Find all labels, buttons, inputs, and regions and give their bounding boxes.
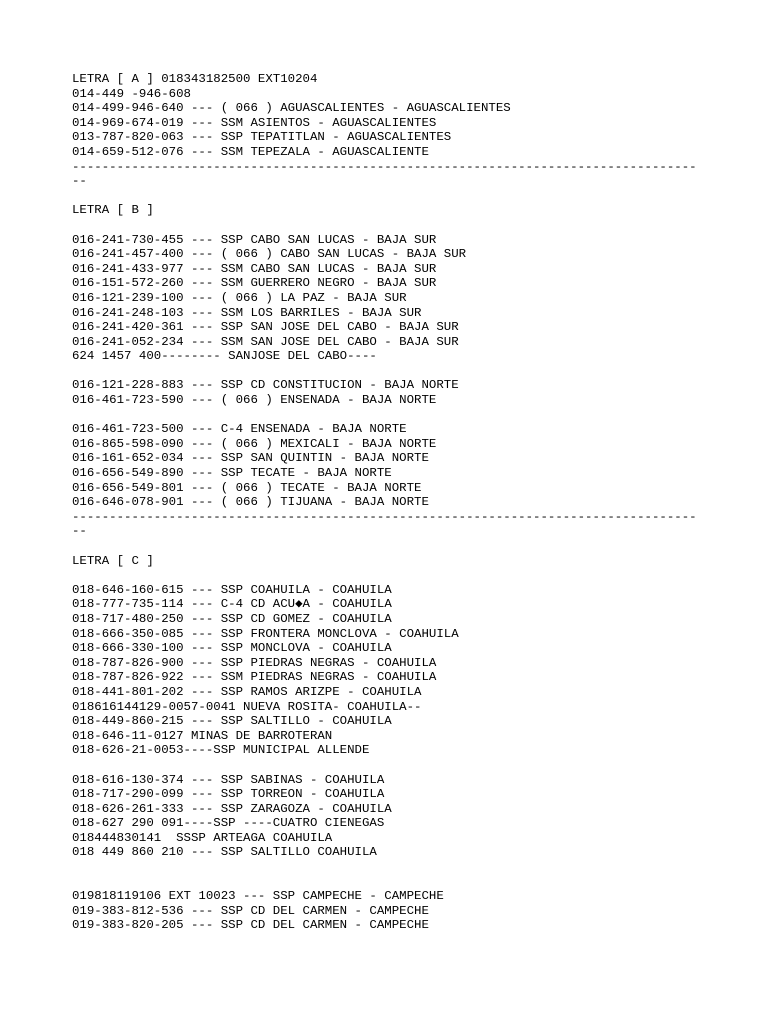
document-line: 018-616-130-374 --- SSP SABINAS - COAHUILA xyxy=(72,772,385,787)
document-line: 016-151-572-260 --- SSM GUERRERO NEGRO - BAJA SUR xyxy=(72,276,437,291)
document-line: 018-787-826-900 --- SSP PIEDRAS NEGRAS - COAHUILA xyxy=(72,655,437,670)
document-line: 018444830141 SSSP ARTEAGA COAHUILA xyxy=(72,830,333,845)
document-line: ------------------------------------------------------------------------------------ xyxy=(72,509,697,524)
document-line: 013-787-820-063 --- SSP TEPATITLAN - AGUASCALIENTES xyxy=(72,130,452,145)
document-line: 016-461-723-590 --- ( 066 ) ENSENADA - BAJA NORTE xyxy=(72,393,437,408)
document-line: 018-646-11-0127 MINAS DE BARROTERAN xyxy=(72,728,333,743)
document-line: 014-659-512-076 --- SSM TEPEZALA - AGUASCALIENTE xyxy=(72,144,429,159)
document-line: 018-717-290-099 --- SSP TORREON - COAHUILA xyxy=(72,787,385,802)
document-line: 018-627 290 091----SSP ----CUATRO CIENEGAS xyxy=(72,816,385,831)
document-line: 016-461-723-500 --- C-4 ENSENADA - BAJA NORTE xyxy=(72,422,407,437)
document-line: 018-717-480-250 --- SSP CD GOMEZ - COAHUILA xyxy=(72,611,392,626)
document-line: 019-383-820-205 --- SSP CD DEL CARMEN - CAMPECHE xyxy=(72,918,429,933)
document-line xyxy=(72,408,712,423)
document-line: -- xyxy=(72,174,87,189)
document-line: 016-646-078-901 --- ( 066 ) TIJUANA - BAJA NORTE xyxy=(72,495,429,510)
document-line: -- xyxy=(72,524,87,539)
document-line: 018-646-160-615 --- SSP COAHUILA - COAHUILA xyxy=(72,582,392,597)
document-line xyxy=(72,189,712,204)
document-line: 016-161-652-034 --- SSP SAN QUINTIN - BAJA NORTE xyxy=(72,451,429,466)
document-line: 018-666-350-085 --- SSP FRONTERA MONCLOVA - COAHUILA xyxy=(72,626,459,641)
document-line: 014-499-946-640 --- ( 066 ) AGUASCALIENTES - AGUASCALIENTES xyxy=(72,101,511,116)
document-line: LETRA [ B ] xyxy=(72,203,154,218)
document-line: LETRA [ C ] xyxy=(72,553,154,568)
document-line: 019-383-812-536 --- SSP CD DEL CARMEN - CAMPECHE xyxy=(72,903,429,918)
document-line: 016-656-549-801 --- ( 066 ) TECATE - BAJA NORTE xyxy=(72,480,422,495)
document-line xyxy=(72,860,712,875)
document-line xyxy=(72,568,712,583)
document-line: 016-241-248-103 --- SSM LOS BARRILES - BAJA SUR xyxy=(72,305,422,320)
document-line xyxy=(72,539,712,554)
document-line xyxy=(72,875,712,890)
document-line: LETRA [ A ] 018343182500 EXT10204 xyxy=(72,72,318,86)
document-line: 016-241-457-400 --- ( 066 ) CABO SAN LUCAS - BAJA SUR xyxy=(72,247,467,262)
document-line: 018 449 860 210 --- SSP SALTILLO COAHUILA xyxy=(72,845,377,860)
document-line: 016-656-549-890 --- SSP TECATE - BAJA NORTE xyxy=(72,466,392,481)
document-line: 018-441-801-202 --- SSP RAMOS ARIZPE - COAHUILA xyxy=(72,684,422,699)
document-line: 018616144129-0057-0041 NUEVA ROSITA- COAHUILA-- xyxy=(72,699,422,714)
document-line: 018-666-330-100 --- SSP MONCLOVA - COAHUILA xyxy=(72,641,392,656)
document-line xyxy=(72,364,712,379)
document-line: 018-626-261-333 --- SSP ZARAGOZA - COAHUILA xyxy=(72,801,392,816)
document-line: 016-121-239-100 --- ( 066 ) LA PAZ - BAJA SUR xyxy=(72,290,407,305)
document-line: 014-449 -946-608 xyxy=(72,86,191,101)
document-line: 018-787-826-922 --- SSM PIEDRAS NEGRAS - COAHUILA xyxy=(72,670,437,685)
document-line: 016-241-433-977 --- SSM CABO SAN LUCAS - BAJA SUR xyxy=(72,261,437,276)
document-line: 016-241-420-361 --- SSP SAN JOSE DEL CABO - BAJA SUR xyxy=(72,320,459,335)
document-page xyxy=(72,72,712,933)
document-line: ------------------------------------------------------------------------------------ xyxy=(72,159,697,174)
document-line xyxy=(72,758,712,773)
document-line: 016-865-598-090 --- ( 066 ) MEXICALI - BAJA NORTE xyxy=(72,436,437,451)
document-line: 016-241-730-455 --- SSP CABO SAN LUCAS - BAJA SUR xyxy=(72,232,437,247)
document-line xyxy=(72,218,712,233)
document-line: 016-241-052-234 --- SSM SAN JOSE DEL CABO - BAJA SUR xyxy=(72,334,459,349)
document-line: 019818119106 EXT 10023 --- SSP CAMPECHE - CAMPECHE xyxy=(72,889,444,904)
document-line: 624 1457 400-------- SANJOSE DEL CABO---- xyxy=(72,349,377,364)
document-line: 018-777-735-114 --- C-4 CD ACU◆A - COAHUILA xyxy=(72,597,392,612)
document-line: 016-121-228-883 --- SSP CD CONSTITUCION - BAJA NORTE xyxy=(72,378,459,393)
document-line: 018-626-21-0053----SSP MUNICIPAL ALLENDE xyxy=(72,743,370,758)
document-line: 018-449-860-215 --- SSP SALTILLO - COAHUILA xyxy=(72,714,392,729)
document-line: 014-969-674-019 --- SSM ASIENTOS - AGUASCALIENTES xyxy=(72,115,437,130)
